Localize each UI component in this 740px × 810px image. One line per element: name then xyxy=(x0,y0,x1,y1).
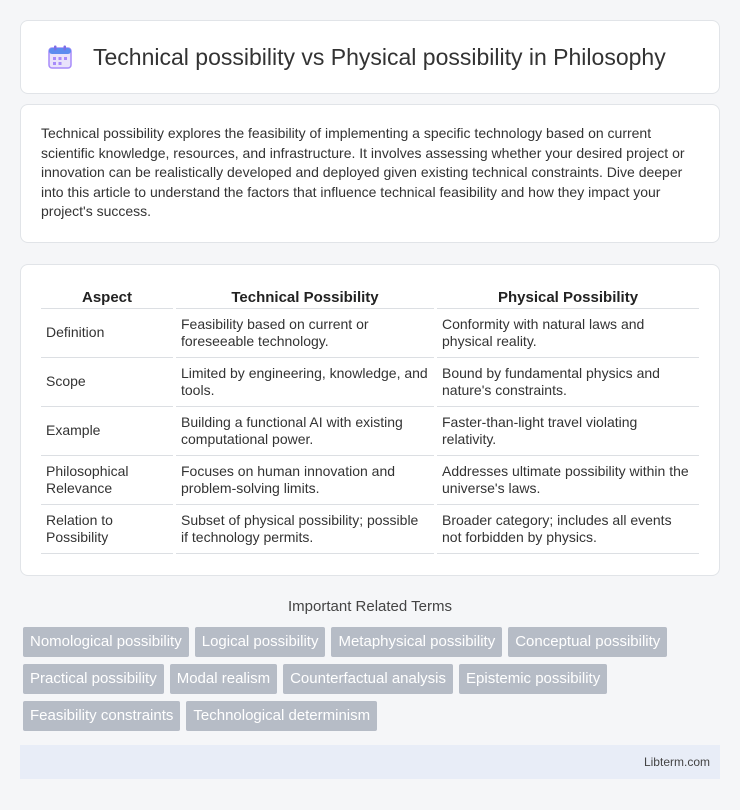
table-row xyxy=(41,456,699,505)
table-cell: Broader category; includes all events not forbidden by physics. xyxy=(437,505,699,554)
table-cell: Philosophical Relevance xyxy=(41,456,173,505)
page-title: Technical possibility vs Physical possibility in Philosophy xyxy=(93,43,666,70)
related-term-tag[interactable]: Modal realism xyxy=(170,664,277,694)
related-term-tag[interactable]: Metaphysical possibility xyxy=(331,627,502,657)
related-term-tag[interactable]: Epistemic possibility xyxy=(459,664,607,694)
related-terms-title: Important Related Terms xyxy=(288,598,452,615)
table-row xyxy=(41,505,699,554)
related-term-tag[interactable]: Feasibility constraints xyxy=(23,701,180,731)
intro-card xyxy=(20,104,720,243)
related-terms-list xyxy=(20,627,720,731)
table-cell: Faster-than-light travel violating relativity. xyxy=(437,407,699,456)
table-cell: Subset of physical possibility; possible if technology permits. xyxy=(176,505,434,554)
table-cell: Conformity with natural laws and physical reality. xyxy=(437,309,699,358)
header-aspect: Aspect xyxy=(41,287,173,309)
comparison-table xyxy=(38,287,702,554)
comparison-card xyxy=(20,264,720,576)
table-cell: Feasibility based on current or foreseeable technology. xyxy=(176,309,434,358)
table-cell: Definition xyxy=(41,309,173,358)
table-row xyxy=(41,358,699,407)
table-row xyxy=(41,407,699,456)
footer xyxy=(20,745,720,779)
related-term-tag[interactable]: Technological determinism xyxy=(186,701,377,731)
related-term-tag[interactable]: Logical possibility xyxy=(195,627,326,657)
table-cell: Example xyxy=(41,407,173,456)
header-physical: Physical Possibility xyxy=(437,287,699,309)
related-term-tag[interactable]: Counterfactual analysis xyxy=(283,664,453,694)
table-cell: Focuses on human innovation and problem-solving limits. xyxy=(176,456,434,505)
title-card xyxy=(20,20,720,94)
table-cell: Limited by engineering, knowledge, and tools. xyxy=(176,358,434,407)
related-term-tag[interactable]: Nomological possibility xyxy=(23,627,189,657)
related-term-tag[interactable]: Practical possibility xyxy=(23,664,164,694)
calendar-icon xyxy=(43,40,77,74)
table-cell: Addresses ultimate possibility within the universe's laws. xyxy=(437,456,699,505)
table-cell: Bound by fundamental physics and nature's constraints. xyxy=(437,358,699,407)
header-technical: Technical Possibility xyxy=(176,287,434,309)
intro-text: Technical possibility explores the feasibility of implementing a specific technology based on current scientific knowledge, resources, and infrastructure. It involves assessing whether your desired project or innovation can be realistically developed and deployed given existing technical constraints. Dive deeper into this article to understand the factors that influence technical feasibility and how they impact your project's success. xyxy=(41,125,685,219)
related-term-tag[interactable]: Conceptual possibility xyxy=(508,627,667,657)
table-cell: Scope xyxy=(41,358,173,407)
table-cell: Relation to Possibility xyxy=(41,505,173,554)
table-cell: Building a functional AI with existing computational power. xyxy=(176,407,434,456)
table-row xyxy=(41,309,699,358)
footer-site-link[interactable]: Libterm.com xyxy=(643,755,710,769)
table-header-row xyxy=(41,287,699,309)
